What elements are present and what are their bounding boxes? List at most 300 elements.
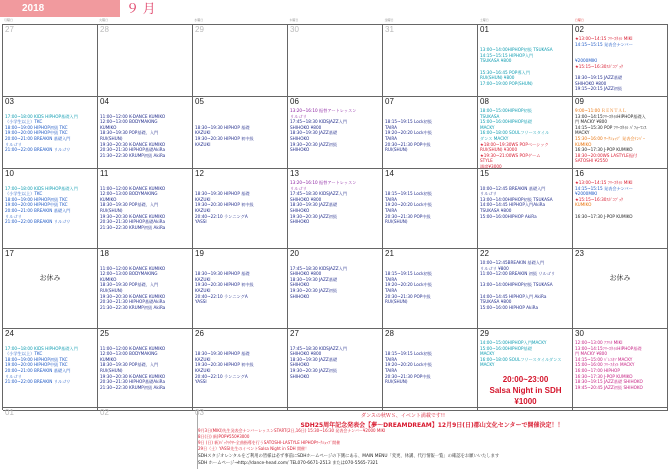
schedule-line: リルゴリ <box>5 213 22 219</box>
schedule-line: 19:30~20:30 HIPHOP 初中級 <box>195 282 254 288</box>
schedule-line: KAZUKI <box>195 141 211 147</box>
day-number: 18 <box>100 249 109 258</box>
schedule-line: 11:00~12:00 K-DANCE KUMIKO <box>100 345 166 351</box>
schedule-line: 18:30~19:30 POP基礎、入門 <box>100 362 159 368</box>
day-schedule <box>195 180 286 247</box>
day-schedule <box>290 260 381 327</box>
day-number: 01 <box>480 25 489 34</box>
schedule-line: 21:30~22:30 KRUMP初級 AkiRa <box>100 224 166 230</box>
day-schedule <box>100 108 191 167</box>
notice-line: 29日（土）YASSI先生のイベントSalsa Night in SDH 開催！ <box>198 446 309 451</box>
schedule-line: SHIHOKO <box>290 282 310 288</box>
day-schedule <box>575 108 666 167</box>
schedule-line: RUI(SHUN) <box>385 299 408 305</box>
day-cell <box>288 249 383 329</box>
schedule-line: 20:30~21:30 POP中級 <box>385 141 431 147</box>
schedule-line: 15:00~16:00HIPHOP基礎 <box>480 119 532 125</box>
schedule-line: SHIHOKO <box>290 135 310 141</box>
schedule-line: SHIHOKO <box>290 147 310 153</box>
schedule-line: KAZUKI <box>195 207 211 213</box>
day-number: 05 <box>195 97 204 106</box>
day-cell <box>193 249 288 329</box>
schedule-line: 19:30~20:30 JAZZ初級 <box>290 141 338 147</box>
day-schedule <box>575 180 666 247</box>
day-number: 30 <box>290 25 299 34</box>
schedule-line: RUI(SHUN) <box>100 135 123 141</box>
day-number: 14 <box>385 169 394 178</box>
schedule-line: KAZUKI <box>195 367 211 373</box>
schedule-line: 14:15~15:15 HIPHOP入門 <box>480 52 534 58</box>
schedule-line: 19:30~20:30 K-DANCE KUMIKO <box>100 213 166 219</box>
day-schedule <box>385 180 476 247</box>
notice-line: 9日 (日) 新)ﾊﾟｯｸﾗｸｻｰ全曲指導を行うSATOSHI-LASTYLE HIPHOPﾜｰｸｼｮｯﾌﾟ開催 <box>198 440 341 445</box>
day-cell <box>193 329 288 408</box>
schedule-line: KUMIKO <box>575 202 592 208</box>
schedule-line: 19:30~20:30 HIPHOP 初中級 <box>195 362 254 368</box>
day-number: 07 <box>385 97 394 106</box>
day-cell <box>288 25 383 97</box>
schedule-line: 21:00~22:00 BREAKIN リルゴリ <box>5 219 71 225</box>
day-cell <box>193 408 288 417</box>
year-label: 2018 <box>0 0 120 17</box>
day-cell <box>193 97 288 169</box>
schedule-line: リルゴリ <box>5 141 22 147</box>
schedule-line: 門 MACKY ¥800 <box>575 351 607 357</box>
schedule-line: RUI(SHUN) <box>100 367 123 373</box>
schedule-line: TAIRA <box>385 207 397 213</box>
schedule-line: （小学生以上）TKC <box>5 119 43 125</box>
day-schedule <box>195 340 286 406</box>
schedule-line: KAZUKI <box>195 356 211 362</box>
schedule-line: 16:30~17:30 J-POP KUMIKO <box>575 147 633 153</box>
schedule-line: 19:30~20:30 HIPHOP 初中級 <box>195 202 254 208</box>
day-number: 06 <box>290 97 299 106</box>
schedule-line: 13:20~16:10 振替アートレッスン <box>290 108 357 113</box>
schedule-line: 13:00~14:00HIPHOP初級 TSUKASA <box>480 47 553 53</box>
schedule-line: 18:30~19:30 POP基礎、入門 <box>100 130 159 136</box>
day-schedule <box>480 36 571 95</box>
schedule-line: KUMIKO <box>100 124 117 130</box>
schedule-line: YASSI <box>195 299 207 305</box>
day-cell <box>478 249 573 329</box>
day-cell <box>478 97 573 169</box>
schedule-line: 9:00~11:00 ＲＥＮＴＡＬ <box>575 108 627 113</box>
day-schedule <box>195 108 286 167</box>
schedule-line: 20:30~21:30 HIPHOP基礎AkiRa <box>100 147 166 153</box>
day-cell <box>383 329 478 408</box>
schedule-line: TSUKASA ¥800 <box>480 299 512 305</box>
day-number: 29 <box>480 329 489 338</box>
schedule-line: 20:40~22:10 ランニングA <box>195 293 248 299</box>
schedule-line: 14:15~15:15 発表会ナンバー <box>575 185 633 191</box>
day-cell <box>573 169 668 249</box>
schedule-line: 18:30~19:30 POP基礎、入門 <box>100 202 159 208</box>
schedule-line: KUMIKO <box>100 356 117 362</box>
schedule-line: リルゴリ <box>290 113 307 119</box>
day-cell <box>98 169 193 249</box>
schedule-line: 19:30~20:30 JAZZ初級 <box>290 367 338 373</box>
day-number: 16 <box>575 169 584 178</box>
day-schedule <box>385 108 476 167</box>
schedule-line: 19:30~20:30 K-DANCE KUMIKO <box>100 141 166 147</box>
salsa-event-line: 20:00~23:00 <box>502 374 549 384</box>
day-number: 01 <box>5 408 14 417</box>
day-number: 27 <box>5 25 14 34</box>
day-cell <box>98 25 193 97</box>
schedule-line: TSUKASA ¥800 <box>480 207 512 213</box>
day-schedule <box>100 36 191 95</box>
schedule-line: 15:00~16:00HIPHOP基礎 <box>480 345 532 351</box>
schedule-line: 19:00~20:00 HIPHOP中級 TKC <box>5 362 68 368</box>
schedule-line: 18:00~19:00 HIPHOP初級 TKC <box>5 124 68 130</box>
schedule-line: RUI(SHUN) ¥800 <box>480 75 515 81</box>
schedule-line: 18:30~19:30 HIPHOP 基礎 <box>195 351 250 357</box>
schedule-line: 21:00~22:00 BREAKIN リルゴリ <box>5 379 71 385</box>
day-number: 21 <box>385 249 394 258</box>
day-schedule <box>480 340 571 406</box>
schedule-line: 17:45~18:30 KIDSJAZZ入門 <box>290 345 347 351</box>
notice-footer-line: SDHスタジオレンタルをご利用の皆様は必ず事前にSDHホームページの下側にある、MAIN MENU「変更、休講、代行情報一覧」の確認をお願いいたします <box>198 454 500 459</box>
schedule-line: 13:00~14:00HIPHOP初級 TSUKASA <box>480 282 553 288</box>
schedule-line: MACKY <box>480 351 495 357</box>
schedule-line: 19:45~20:45 JAZZ初級 SHIHOKO <box>575 384 643 390</box>
schedule-line: 19:30~20:30 K-DANCE KUMIKO <box>100 373 166 379</box>
schedule-line: 19:20~20:20 Lock中級 <box>385 202 432 208</box>
schedule-line: 18:00~15:00HIPHOP初級 <box>480 108 532 113</box>
schedule-line: 18:30~20:00WS LASTYLE振付 <box>575 152 638 158</box>
schedule-line: 18:15~19:15 Lock初級 <box>385 351 432 357</box>
schedule-line: 19:20~20:20 Lock中級 <box>385 130 432 136</box>
schedule-line: 21:00~22:00 BREAKIN リルゴリ <box>5 147 71 153</box>
schedule-line: 15:30~16:45 POP導入門 <box>480 69 530 75</box>
day-cell <box>573 329 668 408</box>
schedule-line: 満席¥3000 <box>480 163 502 169</box>
day-number: 10 <box>5 169 14 178</box>
schedule-line: 18:15~19:15 Lock初級 <box>385 119 432 125</box>
schedule-line: 11:00~12:00 BREAKIN 初級 リルゴリ <box>480 271 556 277</box>
weekday-label: 日曜日 <box>574 18 584 22</box>
day-cell <box>478 408 573 411</box>
schedule-line: 19:20~20:20 Lock中級 <box>385 362 432 368</box>
schedule-line: SHIHOKO <box>290 293 310 299</box>
day-number: 28 <box>385 329 394 338</box>
schedule-line: RUI(SHUN) <box>385 147 408 153</box>
day-number: 23 <box>575 249 584 258</box>
day-schedule <box>385 36 476 95</box>
day-number: 03 <box>5 97 14 106</box>
schedule-line: （小学生以上）TKC <box>5 191 43 197</box>
day-number: 02 <box>575 25 584 34</box>
schedule-line: 13:20~16:10 振替アートレッスン <box>290 180 357 185</box>
schedule-line: SHIHOKO ¥800 <box>290 271 322 277</box>
day-cell <box>478 25 573 97</box>
schedule-line: SHIHOKO ¥800 <box>290 196 322 202</box>
day-number: 17 <box>5 249 14 258</box>
day-cell <box>3 25 98 97</box>
weekday-label: 火曜日 <box>99 18 109 22</box>
day-cell <box>288 408 383 411</box>
day-schedule <box>195 36 286 95</box>
weekday-label: 水曜日 <box>194 18 204 22</box>
schedule-line: SHIHOKO ¥800 <box>290 351 322 357</box>
schedule-line: ¥2000MIKI <box>575 191 598 197</box>
notice-box <box>198 412 666 469</box>
schedule-line: 15:30~16:00 ﾜｰｸｼｮｯﾌﾟ 発表会ﾅﾝﾊﾞｰ <box>575 135 646 141</box>
schedule-line: 18:00~19:00 HIPHOP初級 TKC <box>5 196 68 202</box>
day-cell <box>288 329 383 408</box>
day-cell <box>193 169 288 249</box>
weekday-label: 金曜日 <box>384 18 394 22</box>
notice-title: SDH25周年記念発表会【夢～DREAMDREAM】12月9日(日)郡山文化センターで開催決定！！ <box>300 422 564 429</box>
schedule-line: RUI(SHUN) ¥3000 <box>480 147 518 153</box>
day-cell <box>478 169 573 249</box>
schedule-line: ★15:15~16:30ｽｶﾞｺﾌﾞｯｸ <box>575 63 624 69</box>
day-cell <box>3 249 98 329</box>
schedule-line: 18:30~19:15 JAZZ基礎 <box>575 75 623 81</box>
salsa-event-line: ¥1000 <box>514 396 537 406</box>
schedule-line: 13:00~14:15ﾌﾘｰｽﾀｲﾙHIPHOP基礎 <box>575 345 642 351</box>
schedule-line: 19:30~20:30 JAZZ初級 <box>290 287 338 293</box>
schedule-line: 17:45~18:30 KIDSJAZZ入門 <box>290 119 347 125</box>
holiday-label: お休み <box>609 275 631 282</box>
schedule-line: 20:00~21:00 BREAKIN 基礎入門 <box>5 207 71 213</box>
schedule-line: リルゴリ <box>480 191 497 197</box>
day-cell <box>573 25 668 97</box>
schedule-line: 17:45~18:30 KIDSJAZZ入門 <box>290 191 347 197</box>
schedule-line: STYLE <box>480 158 493 164</box>
schedule-line: 15:00~16:00HIPHOP AkiRa <box>480 213 537 219</box>
schedule-line: RUI(SHUN) <box>100 207 123 213</box>
schedule-line: 20:00~21:00 BREAKIN 基礎入門 <box>5 135 71 141</box>
schedule-line: TAIRA <box>385 124 397 130</box>
day-cell <box>288 169 383 249</box>
schedule-line: 11:00~12:00 K-DANCE KUMIKO <box>100 113 166 119</box>
schedule-line: 20:30~21:30 HIPHOP基礎AkiRa <box>100 379 166 385</box>
schedule-line: 12:00~13:00 BODYMAKING <box>100 271 158 277</box>
schedule-line: 12:00~13:00 BODYMAKING <box>100 351 158 357</box>
schedule-line: 19:00~20:00 HIPHOP中級 TKC <box>5 202 68 208</box>
holiday-label: お休み <box>39 275 61 282</box>
schedule-line: SHIHOKO <box>290 219 310 225</box>
day-number: 30 <box>575 329 584 338</box>
schedule-line: 21:30~22:30 KRUMP初級 AkiRa <box>100 152 166 158</box>
day-number: 08 <box>480 97 489 106</box>
day-cell <box>98 249 193 329</box>
day-cell <box>3 169 98 249</box>
day-schedule <box>575 260 666 327</box>
schedule-line: 14:00~14:45 HIPHOP入門AkiRa <box>480 202 546 208</box>
schedule-line: TAIRA <box>385 367 397 373</box>
day-schedule <box>5 108 96 167</box>
schedule-line: 10:00~12:45BREAKIN 基礎入門 <box>480 260 545 265</box>
day-cell <box>3 329 98 408</box>
salsa-event <box>480 374 571 407</box>
schedule-line: 15:00~16:00 ﾌﾘｰｽﾀｲﾙ MACKY <box>575 362 635 368</box>
day-cell <box>383 97 478 169</box>
day-cell <box>383 25 478 97</box>
schedule-line: ★13:00~14:15 ﾌﾘｰｽﾀｲﾙ MIKI <box>575 180 633 185</box>
notice-line: 8日(日) 新)POP¥550¥3000 <box>198 434 250 439</box>
day-schedule <box>5 180 96 247</box>
day-number: 19 <box>195 249 204 258</box>
schedule-line: 12:00~13:00 BODYMAKING <box>100 119 158 125</box>
schedule-line: TSUKASA ¥800 <box>480 58 512 64</box>
schedule-line: MACKY <box>480 362 495 368</box>
day-number: 12 <box>195 169 204 178</box>
day-number: 09 <box>575 97 584 106</box>
schedule-line: 21:30~22:30 KRUMP初級 AkiRa <box>100 304 166 310</box>
schedule-line: 17:00~18:00 KIDS HIPHOP基礎入門 <box>5 185 78 191</box>
schedule-line: ★15:15~16:30ｽｶﾞｺﾌﾞｯｸ <box>575 196 624 202</box>
day-cell <box>383 408 478 411</box>
schedule-line: リルゴリ <box>5 373 22 379</box>
day-schedule <box>575 340 666 406</box>
schedule-line: TAIRA <box>385 276 397 282</box>
schedule-line: 19:20~20:20 Lock中級 <box>385 282 432 288</box>
schedule-line: SHIHOKO ¥800 <box>575 80 607 86</box>
schedule-line: 18:30~19:30 JAZZ基礎 <box>290 130 338 136</box>
schedule-line: MACKY <box>480 124 495 130</box>
schedule-line: 16:30~17:30 J-POP KUMIKO <box>575 373 633 379</box>
schedule-line: 16:00~17:00 HIPHOP <box>575 367 620 373</box>
day-number: 04 <box>100 97 109 106</box>
day-schedule <box>480 108 571 167</box>
notice-line: 9月3日(MIKI)先生発表会ナンバーレッスンSTART(2日,16日) 15:30~16:30 発表会ナンバー¥2000 MIKI <box>198 428 386 433</box>
day-number: 31 <box>385 25 394 34</box>
schedule-line: 11:00~12:00 K-DANCE KUMIKO <box>100 185 166 191</box>
schedule-line: 18:30~19:30 HIPHOP 基礎 <box>195 191 250 197</box>
schedule-line: RUI(SHUN) <box>100 287 123 293</box>
weekday-label: 土曜日 <box>479 18 489 22</box>
day-cell <box>288 97 383 169</box>
schedule-line: 18:30~19:30 JAZZ基礎 <box>290 276 338 282</box>
schedule-line: 17:45~18:30 KIDSJAZZ入門 <box>290 265 347 271</box>
day-cell <box>573 249 668 329</box>
schedule-line: 17:00~19:00 POP(SHUN) <box>480 80 533 86</box>
day-number: 13 <box>290 169 299 178</box>
day-schedule <box>5 36 96 95</box>
schedule-line: ダンス MACKY <box>480 135 509 141</box>
schedule-line: 18:15~19:15 Lock初級 <box>385 191 432 197</box>
day-number: 29 <box>195 25 204 34</box>
schedule-line: 18:30~19:30 JAZZ基礎 <box>290 202 338 208</box>
schedule-line: 20:30~21:30 HIPHOP基礎AkiRa <box>100 219 166 225</box>
schedule-line: 14:15~15:15 発表会ナンバー <box>575 41 633 47</box>
day-number: 26 <box>195 329 204 338</box>
day-number: 28 <box>100 25 109 34</box>
schedule-line: 18:15~19:15 Lock初級 <box>385 271 432 277</box>
schedule-line: MACKY <box>575 130 590 136</box>
day-cell <box>478 329 573 408</box>
day-number: 25 <box>100 329 109 338</box>
schedule-line: ★13:00~14:15 ﾌﾘｰｽﾀｲﾙ MIKI <box>575 36 633 41</box>
schedule-line: 19:30~20:30 JAZZ初級 <box>290 213 338 219</box>
schedule-line: 20:40~22:10 ランニングA <box>195 373 248 379</box>
schedule-line: 17:00~18:00 KIDS HIPHOP基礎入門 <box>5 345 78 351</box>
day-cell <box>573 97 668 169</box>
day-cell <box>383 169 478 249</box>
schedule-line: 15:00~16:00 HIPHOP AkiRa <box>480 304 539 310</box>
schedule-line: 12:00~13:00 ｱﾌﾘｶ MIKI <box>575 340 623 345</box>
day-cell <box>98 329 193 408</box>
schedule-line: SHIHOKO ¥800 <box>290 124 322 130</box>
day-schedule <box>290 108 381 167</box>
schedule-line: TAIRA <box>385 356 397 362</box>
schedule-line: KAZUKI <box>195 130 211 136</box>
day-schedule <box>100 340 191 406</box>
day-number: 03 <box>195 408 204 417</box>
schedule-line: 17:00~18:00 KIDS HIPHOP基礎入門 <box>5 113 78 119</box>
day-schedule <box>480 260 571 327</box>
schedule-line: TAIRA <box>385 135 397 141</box>
schedule-line: 10:00~12:45 BREAKIN 基礎入門 <box>480 185 546 191</box>
schedule-line: SHIHOKO <box>290 362 310 368</box>
day-schedule <box>290 340 381 406</box>
schedule-line: 16:00~18:00 SOULフリースタイルダンス <box>480 356 562 362</box>
day-number: 24 <box>5 329 14 338</box>
notes-blank-area <box>2 410 198 469</box>
schedule-line: KUMIKO <box>100 196 117 202</box>
schedule-line: RUI(SHUN) <box>385 219 408 225</box>
month-label: ９ 月 <box>120 0 670 17</box>
schedule-line: （小学生以上）TKC <box>5 351 43 357</box>
day-schedule <box>100 180 191 247</box>
schedule-line: KUMIKO <box>100 276 117 282</box>
schedule-line: 16:00~18:00 SOULフリースタイル <box>480 130 550 136</box>
schedule-line: 18:30~19:15 JAZZ基礎 SHIHOKO <box>575 379 643 385</box>
schedule-line: 20:30~21:30 POP中級 <box>385 293 431 299</box>
schedule-line: 20:00~21:00 BREAKIN 基礎入門 <box>5 367 71 373</box>
schedule-line: KAZUKI <box>195 276 211 282</box>
schedule-line: KAZUKI <box>195 287 211 293</box>
day-number: 11 <box>100 169 109 178</box>
salsa-event-line: Salsa Night in SDH <box>489 385 562 395</box>
schedule-line: YASSI <box>195 219 207 225</box>
weekday-label: 月曜日 <box>4 18 14 22</box>
notice-banner: ダンスの秋ＷＳ、イベント満載です!! <box>361 413 445 419</box>
schedule-line: 19:30~20:30 HIPHOP 初中級 <box>195 135 254 141</box>
schedule-line: 20:30~21:30 HIPHOP基礎AkiRa <box>100 299 166 305</box>
schedule-line: 門 MACKY ¥800 <box>575 119 607 125</box>
schedule-line: TAIRA <box>385 287 397 293</box>
schedule-line: YASSI <box>195 379 207 385</box>
schedule-line: SATOSHI ¥2550 <box>575 158 608 164</box>
schedule-line: SHIHOKO <box>290 373 310 379</box>
day-schedule <box>480 180 571 247</box>
schedule-line: 20:30~21:30 POP中級 <box>385 213 431 219</box>
schedule-line: 14:15~15:30 POP ﾌﾘｰｽﾀｲﾙ ﾊﾟﾌｫｰﾏﾝｽ <box>575 124 647 130</box>
day-schedule <box>195 260 286 327</box>
day-schedule <box>5 340 96 406</box>
schedule-line: 19:00~20:00 HIPHOP中級 TKC <box>5 130 68 136</box>
schedule-line: 11:00~12:00 K-DANCE KUMIKO <box>100 265 166 271</box>
schedule-line: 20:30~21:30 POP中級 <box>385 373 431 379</box>
schedule-line: 19:30~20:30 K-DANCE KUMIKO <box>100 293 166 299</box>
schedule-line: 13:00~14:15ﾌﾘｰｽﾀｲﾙHIPHOP基礎入 <box>575 113 646 119</box>
schedule-line: 14:15~15:00 ﾊﾞﾚｴｷｿ MACKY <box>575 356 633 362</box>
day-schedule <box>290 180 381 247</box>
schedule-line: 18:30~19:30 HIPHOP 基礎 <box>195 124 250 130</box>
day-schedule <box>100 260 191 327</box>
day-number: 22 <box>480 249 489 258</box>
day-schedule <box>5 260 96 327</box>
schedule-line: リルゴリ ¥800 <box>480 265 509 271</box>
day-schedule <box>385 260 476 327</box>
day-number: 02 <box>100 408 109 417</box>
day-cell <box>3 97 98 169</box>
schedule-line: 14:00~15:00HIPHOP入門MACKY <box>480 340 547 345</box>
day-number: 15 <box>480 169 489 178</box>
